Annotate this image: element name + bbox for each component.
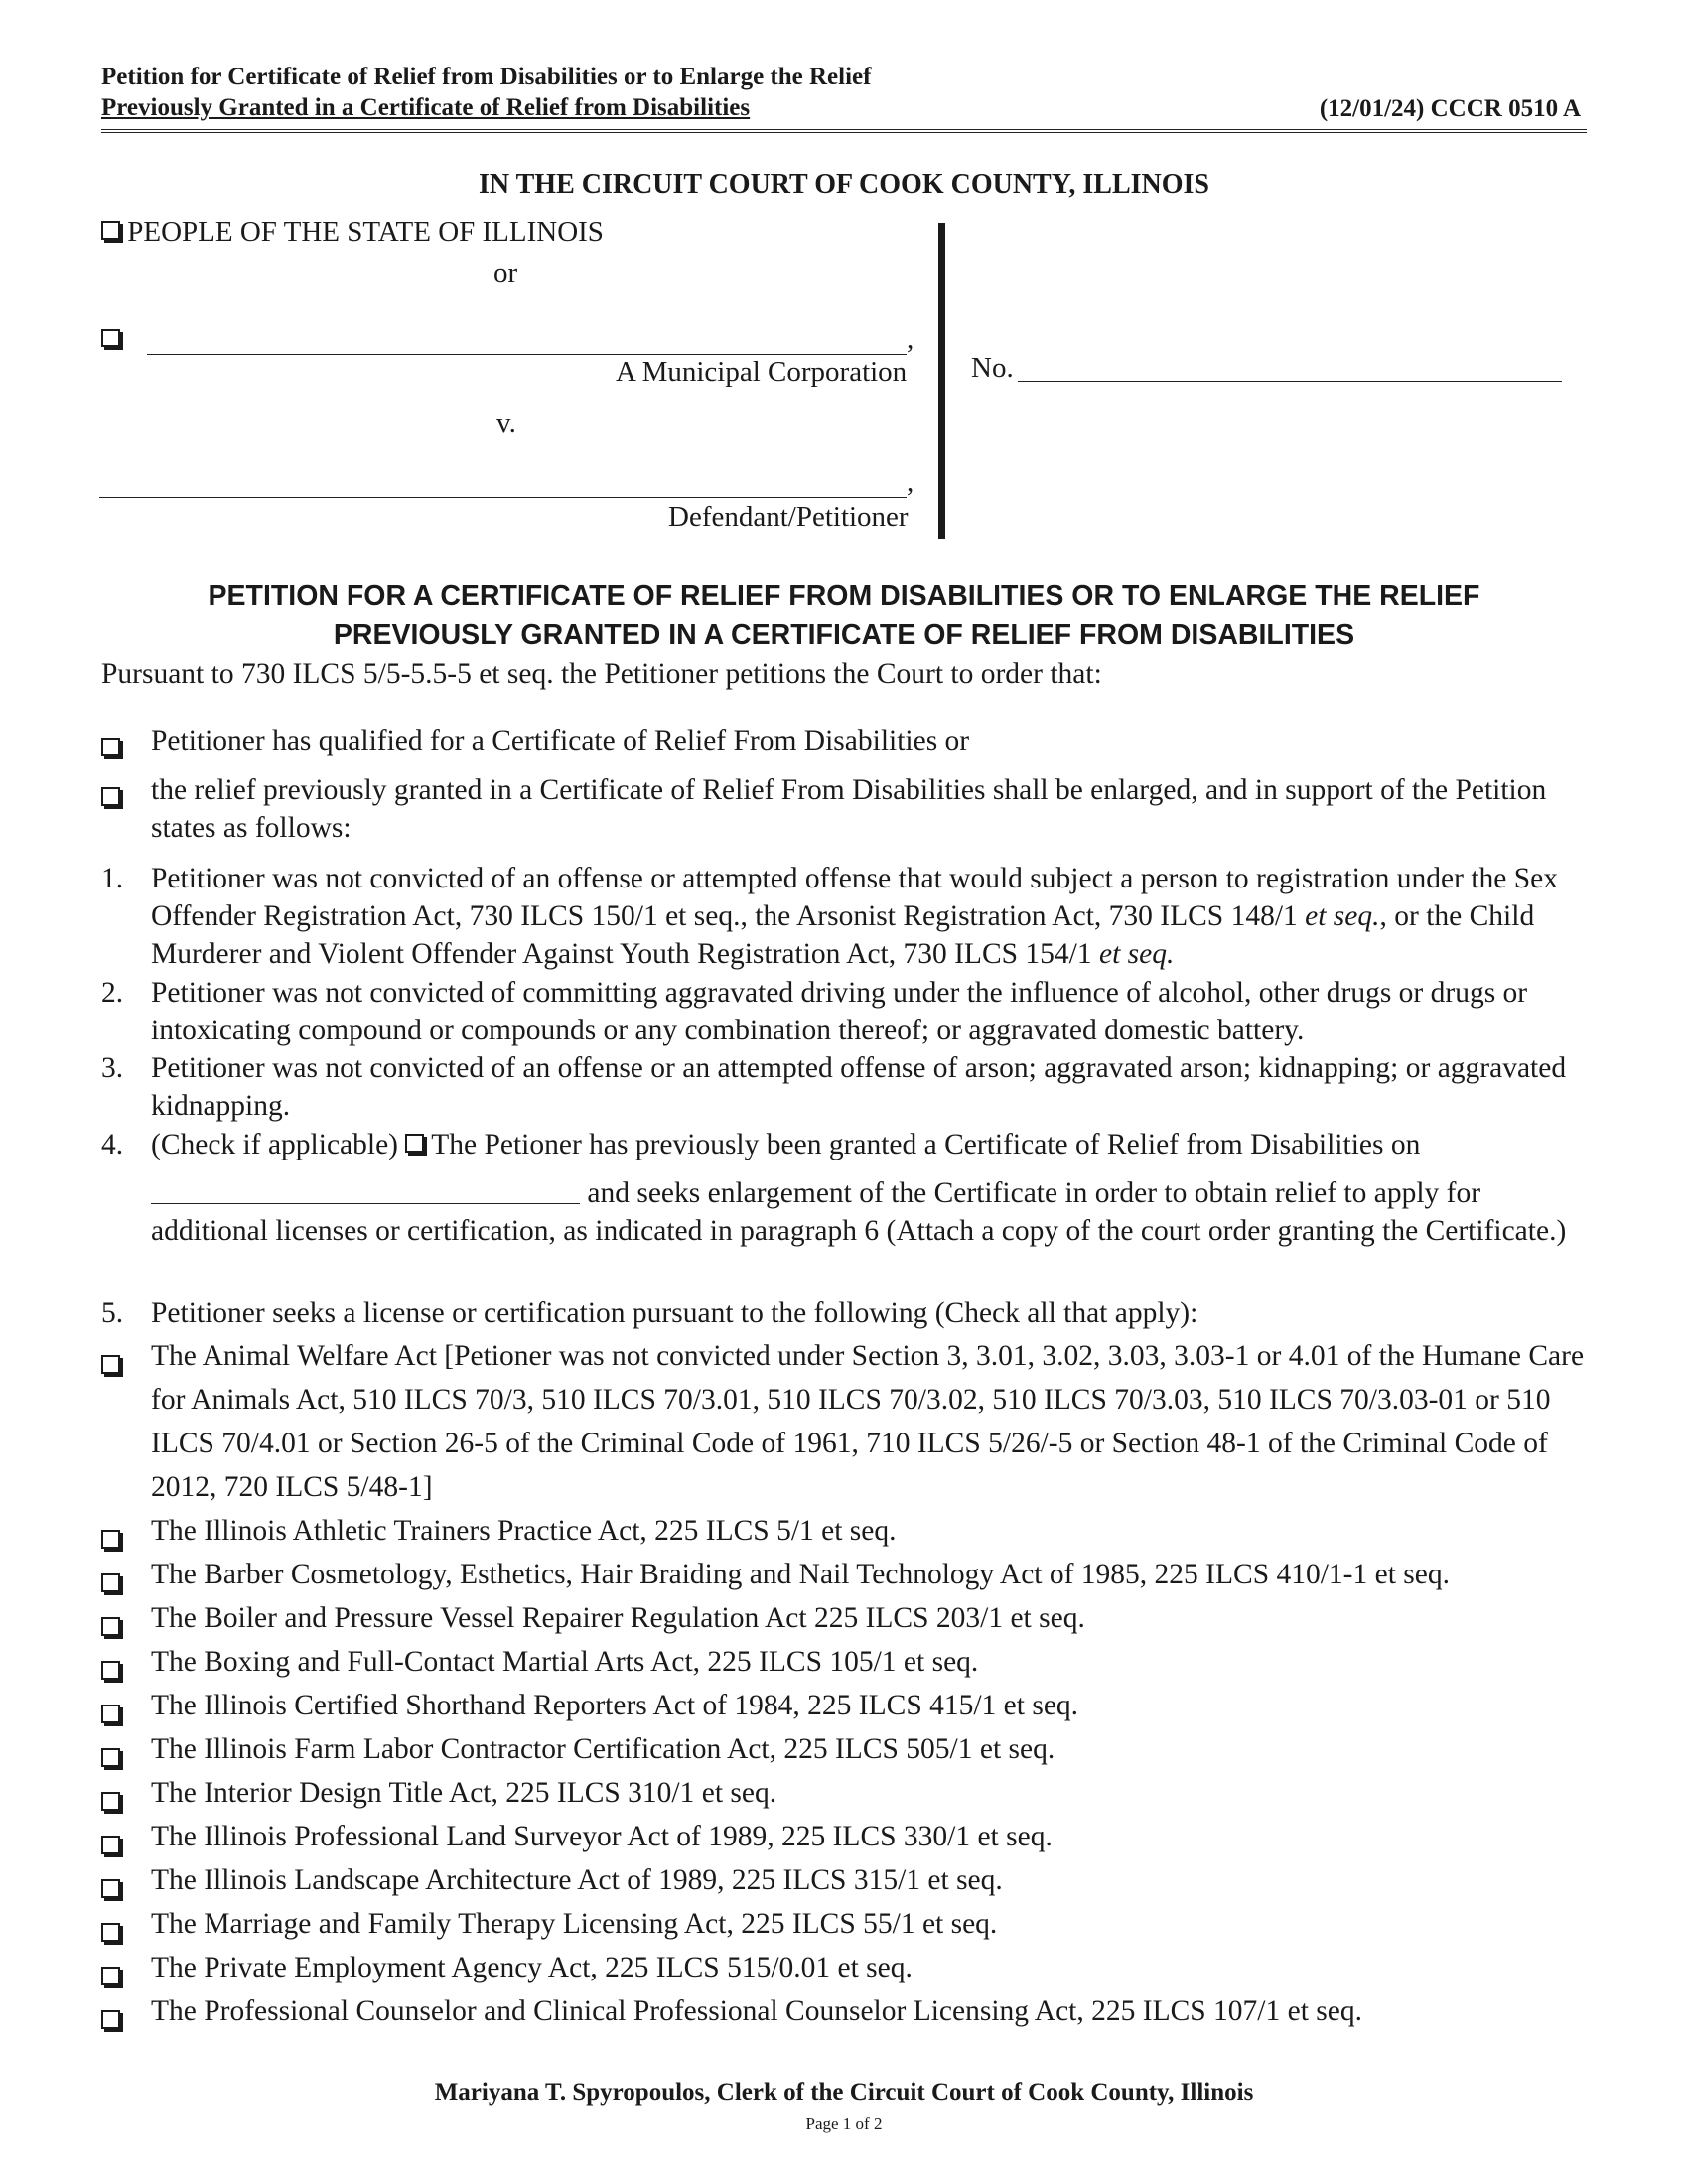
license-checkbox[interactable] <box>101 1530 120 1549</box>
statement-4-prefix: (Check if applicable) <box>151 1129 398 1160</box>
license-checkbox[interactable] <box>101 1879 120 1898</box>
statement-4 <box>101 1126 1591 1163</box>
people-of-illinois-checkbox[interactable] <box>101 221 120 240</box>
case-number-label: No. <box>971 352 1014 384</box>
court-heading: IN THE CIRCUIT COURT OF COOK COUNTY, ILLINOIS <box>479 169 1209 200</box>
people-of-illinois-label: PEOPLE OF THE STATE OF ILLINOIS <box>127 216 604 248</box>
statement-3-number: 3. <box>101 1052 124 1084</box>
license-checkbox[interactable] <box>101 2010 120 2029</box>
municipal-corporation-checkbox[interactable] <box>101 329 120 347</box>
license-checkbox[interactable] <box>101 1967 120 1985</box>
license-label: The Professional Counselor and Clinical Professional Counselor Licensing Act, 225 ILCS 107/1 et seq. <box>151 1995 1362 2027</box>
license-label: The Animal Welfare Act [Petioner was not convicted under Section 3, 3.01, 3.02, 3.03, 3.03-1 or 4.01 of the Humane Care for Animals Act, 510 ILCS 70/3, 510 ILCS 70/3.01, 510 ILCS 70/3.02, 510 ILCS 70/3.03, 510 ILCS 70/3.03-01 or 510 ILCS 70/4.01 or Section 26-5 of the Criminal Code of 1961, 710 ILCS 5/26/-5 or Section 48-1 of the Criminal Code of 2012, 720 ILCS 5/48-1] <box>151 1340 1585 1503</box>
statement-4-rest: and seeks enlargement of the Certificate in order to obtain relief to apply for additional licenses or certification, as indicated in paragraph 6 (Attach a copy of the court order granting the Certificate.) <box>151 1177 1567 1247</box>
option-qualified <box>101 722 1591 767</box>
license-label: The Barber Cosmetology, Esthetics, Hair Braiding and Nail Technology Act of 1985, 225 ILCS 410/1-1 et seq. <box>151 1559 1450 1590</box>
municipality-comma: , <box>907 324 914 355</box>
header-title-line1: Petition for Certificate of Relief from Disabilities or to Enlarge the Relief <box>101 64 872 90</box>
defendant-comma: , <box>907 467 914 498</box>
petition-title <box>0 576 1688 655</box>
form-header-title <box>101 62 871 123</box>
statement-1 <box>101 860 1591 973</box>
form-header <box>101 62 1587 133</box>
license-item <box>101 1989 1591 2043</box>
clerk-footer: Mariyana T. Spyropoulos, Clerk of the Circuit Court of Cook County, Illinois <box>434 2079 1254 2106</box>
statement-2 <box>101 974 1591 1049</box>
statement-5 <box>101 1295 1591 1332</box>
petition-title-line2: PREVIOUSLY GRANTED IN A CERTIFICATE OF RELIEF FROM DISABILITIES <box>333 619 1355 651</box>
statement-4-continued <box>101 1174 1591 1250</box>
statement-1-text: Petitioner was not convicted of an offense or attempted offense that would subject a person to registration under the Sex Offender Registration Act, 730 ILCS 150/1 et seq., the Arsonist Registration Act, 730 ILCS 148/1 et seq., or the Child Murderer and Violent Offender Against Youth Registration Act, 730 ILCS 154/1 et seq. <box>151 863 1558 970</box>
statement-1-number: 1. <box>101 863 124 894</box>
option-qualified-text: Petitioner has qualified for a Certificate of Relief From Disabilities or <box>151 725 970 756</box>
license-checkbox[interactable] <box>101 1748 120 1767</box>
petition-title-line1: PETITION FOR A CERTIFICATE OF RELIEF FROM DISABILITIES OR TO ENLARGE THE RELIEF <box>208 580 1480 612</box>
caption-divider <box>938 223 945 539</box>
option-enlarge-checkbox[interactable] <box>101 787 120 806</box>
people-of-illinois-option <box>101 216 604 249</box>
option-qualified-checkbox[interactable] <box>101 738 120 756</box>
license-label: The Illinois Athletic Trainers Practice Act, 225 ILCS 5/1 et seq. <box>151 1515 897 1547</box>
option-enlarge-text: the relief previously granted in a Certificate of Relief From Disabilities shall be enlarged, and in support of the Petition states as follows: <box>151 774 1547 844</box>
license-label: The Boxing and Full-Contact Martial Arts Act, 225 ILCS 105/1 et seq. <box>151 1646 979 1678</box>
grant-date-field[interactable] <box>151 1178 580 1204</box>
statement-2-text: Petitioner was not convicted of committing aggravated driving under the influence of alcohol, other drugs or drugs or intoxicating compound or compounds or any combination thereof; or aggravated domestic battery. <box>151 977 1528 1046</box>
municipal-corporation-label: A Municipal Corporation <box>616 356 908 388</box>
license-label: The Interior Design Title Act, 225 ILCS 310/1 et seq. <box>151 1777 777 1809</box>
statement-3-text: Petitioner was not convicted of an offense or an attempted offense of arson; aggravated arson; kidnapping; or aggravated kidnapping. <box>151 1052 1567 1122</box>
defendant-petitioner-label: Defendant/Petitioner <box>668 501 909 533</box>
option-enlarge <box>101 771 1591 847</box>
license-label: The Illinois Farm Labor Contractor Certification Act, 225 ILCS 505/1 et seq. <box>151 1733 1055 1765</box>
caption-or: or <box>493 257 518 289</box>
header-title-line2: Previously Granted in a Certificate of Relief from Disabilities <box>101 94 751 121</box>
license-label: The Illinois Certified Shorthand Reporters Act of 1984, 225 ILCS 415/1 et seq. <box>151 1690 1079 1721</box>
statement-4-text <box>151 1126 1591 1163</box>
statement-5-number: 5. <box>101 1297 124 1329</box>
license-checkbox[interactable] <box>101 1617 120 1636</box>
statement-3 <box>101 1049 1591 1125</box>
municipal-corporation-option <box>101 324 120 356</box>
license-checkbox[interactable] <box>101 1705 120 1723</box>
license-checkbox[interactable] <box>101 1355 120 1374</box>
license-checkbox[interactable] <box>101 1836 120 1854</box>
license-checkbox[interactable] <box>101 1573 120 1592</box>
case-number-field[interactable] <box>1018 352 1562 382</box>
statement-5-text: Petitioner seeks a license or certification pursuant to the following (Check all that apply): <box>151 1297 1198 1329</box>
statement-4-number: 4. <box>101 1129 124 1160</box>
license-label: The Marriage and Family Therapy Licensing Act, 225 ILCS 55/1 et seq. <box>151 1908 998 1940</box>
license-checkbox[interactable] <box>101 1792 120 1811</box>
license-checkbox[interactable] <box>101 1923 120 1942</box>
license-checkbox[interactable] <box>101 1661 120 1680</box>
statement-4-line1: The Petioner has previously been granted a Certificate of Relief from Disabilities on <box>431 1129 1421 1160</box>
license-item <box>101 1334 1591 1509</box>
caption-versus: v. <box>496 407 516 439</box>
form-code: (12/01/24) CCCR 0510 A <box>1319 95 1581 122</box>
defendant-name-field[interactable] <box>99 469 907 498</box>
license-label: The Illinois Landscape Architecture Act of 1989, 225 ILCS 315/1 et seq. <box>151 1864 1003 1896</box>
statement-2-number: 2. <box>101 977 124 1009</box>
license-label: The Illinois Professional Land Surveyor Act of 1989, 225 ILCS 330/1 et seq. <box>151 1821 1053 1852</box>
license-label: The Boiler and Pressure Vessel Repairer Regulation Act 225 ILCS 203/1 et seq. <box>151 1602 1085 1634</box>
page-number: Page 1 of 2 <box>805 2115 883 2133</box>
municipality-name-field[interactable] <box>147 326 907 355</box>
previously-granted-checkbox[interactable] <box>405 1134 424 1153</box>
petition-intro: Pursuant to 730 ILCS 5/5-5.5-5 et seq. the Petitioner petitions the Court to order that: <box>101 658 1102 690</box>
license-label: The Private Employment Agency Act, 225 ILCS 515/0.01 et seq. <box>151 1952 913 1983</box>
